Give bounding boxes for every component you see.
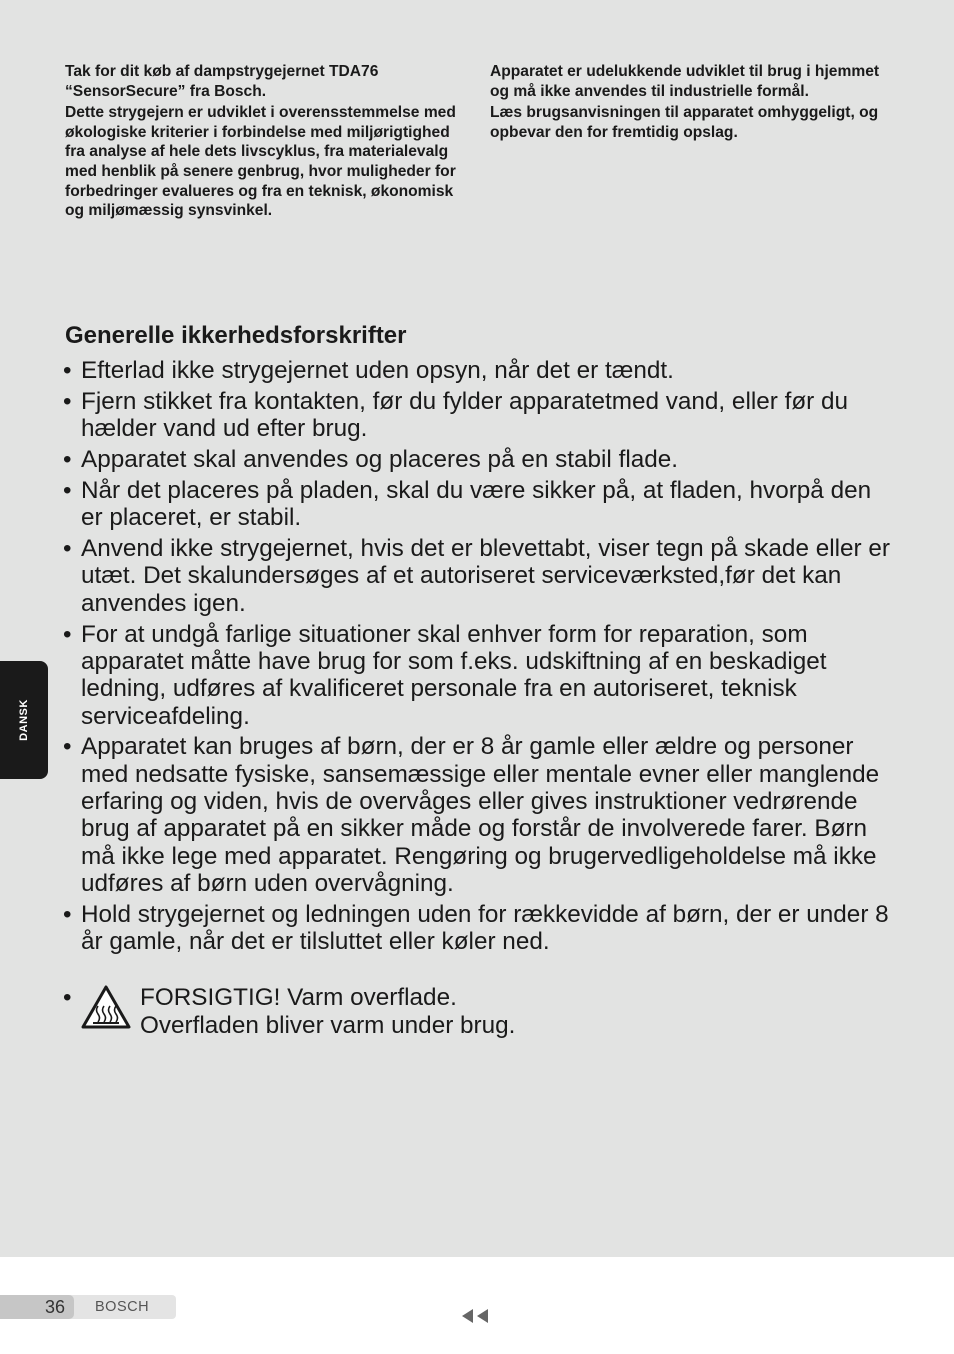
intro-right-column <box>490 62 890 144</box>
section-title: Generelle ikkerhedsforskrifter <box>65 322 407 349</box>
intro-paragraph: Dette strygejern er udviklet i overensstemmelse med økologiske kriterier i forbindelse med miljørigtighed fra analyse af hele dets livscyklus, fra materialevalg med henblik på senere genbrug, hvor muligheder for forbedringer evalueres og fra en teknisk, økonomisk og miljømæssig synsvinkel. <box>65 104 456 220</box>
language-tab <box>0 661 48 779</box>
safety-rule: • For at undgå farlige situationer skal enhver form for reparation, som apparatet måtte have brug for som f.eks. udskiftning af en beskadiget ledning, udføres af kvalificeret personale fra en autoriseret, teknisk serviceafdeling. <box>63 621 893 730</box>
warning-line-1: FORSIGTIG! Varm overflade. <box>140 984 457 1011</box>
intro-paragraph: Tak for dit køb af dampstrygejernet TDA76 “SensorSecure” fra Bosch. <box>65 63 379 100</box>
safety-rule: • Efterlad ikke strygejernet uden opsyn, når det er tændt. <box>63 357 893 384</box>
intro-paragraph: Læs brugsanvisningen til apparatet omhyggeligt, og opbevar den for fremtidig opslag. <box>490 104 879 141</box>
safety-rule: • Når det placeres på pladen, skal du være sikker på, at fladen, hvorpå den er placeret, er stabil. <box>63 477 893 532</box>
safety-rule: • Apparatet kan bruges af børn, der er 8 år gamle eller ældre og personer med nedsatte fysiske, sansemæssige eller mentale evner eller manglende erfaring og viden, hvis de overvåges eller gives instruktioner vedrørende brug af apparatet på en sikker måde og forstår de involverede farer. Børn må ikke lege med apparatet. Rengøring og brugervedligeholdelse må ikke udføres af børn uden overvågning. <box>63 733 893 897</box>
warning-bullet: • <box>63 984 72 1011</box>
brand-label: BOSCH <box>95 1299 150 1315</box>
hot-surface-warning-icon <box>80 984 132 1030</box>
rewind-icon[interactable] <box>462 1309 490 1323</box>
safety-rule: • Apparatet skal anvendes og placeres på en stabil flade. <box>63 446 893 473</box>
warning-line-2: Overfladen bliver varm under brug. <box>140 1012 516 1039</box>
warning-text <box>140 984 515 1040</box>
safety-rules-list <box>63 357 893 959</box>
language-tab-label: DANSK <box>18 699 30 741</box>
safety-rule: • Anvend ikke strygejernet, hvis det er blevettabt, viser tegn på skade eller er utæt. Det skalundersøges af et autoriseret serviceværksted,før det kan anvendes igen. <box>63 535 893 617</box>
safety-rule: • Fjern stikket fra kontakten, før du fylder apparatetmed vand, eller før du hælder vand ud efter brug. <box>63 388 893 443</box>
intro-paragraph: Apparatet er udelukkende udviklet til brug i hjemmet og må ikke anvendes til industrielle formål. <box>490 63 880 100</box>
safety-rule: • Hold strygejernet og ledningen uden for rækkevidde af børn, der er under 8 år gamle, når det er tilsluttet eller køler ned. <box>63 901 893 956</box>
page-number: 36 <box>0 1295 74 1319</box>
intro-left-column <box>65 62 465 223</box>
